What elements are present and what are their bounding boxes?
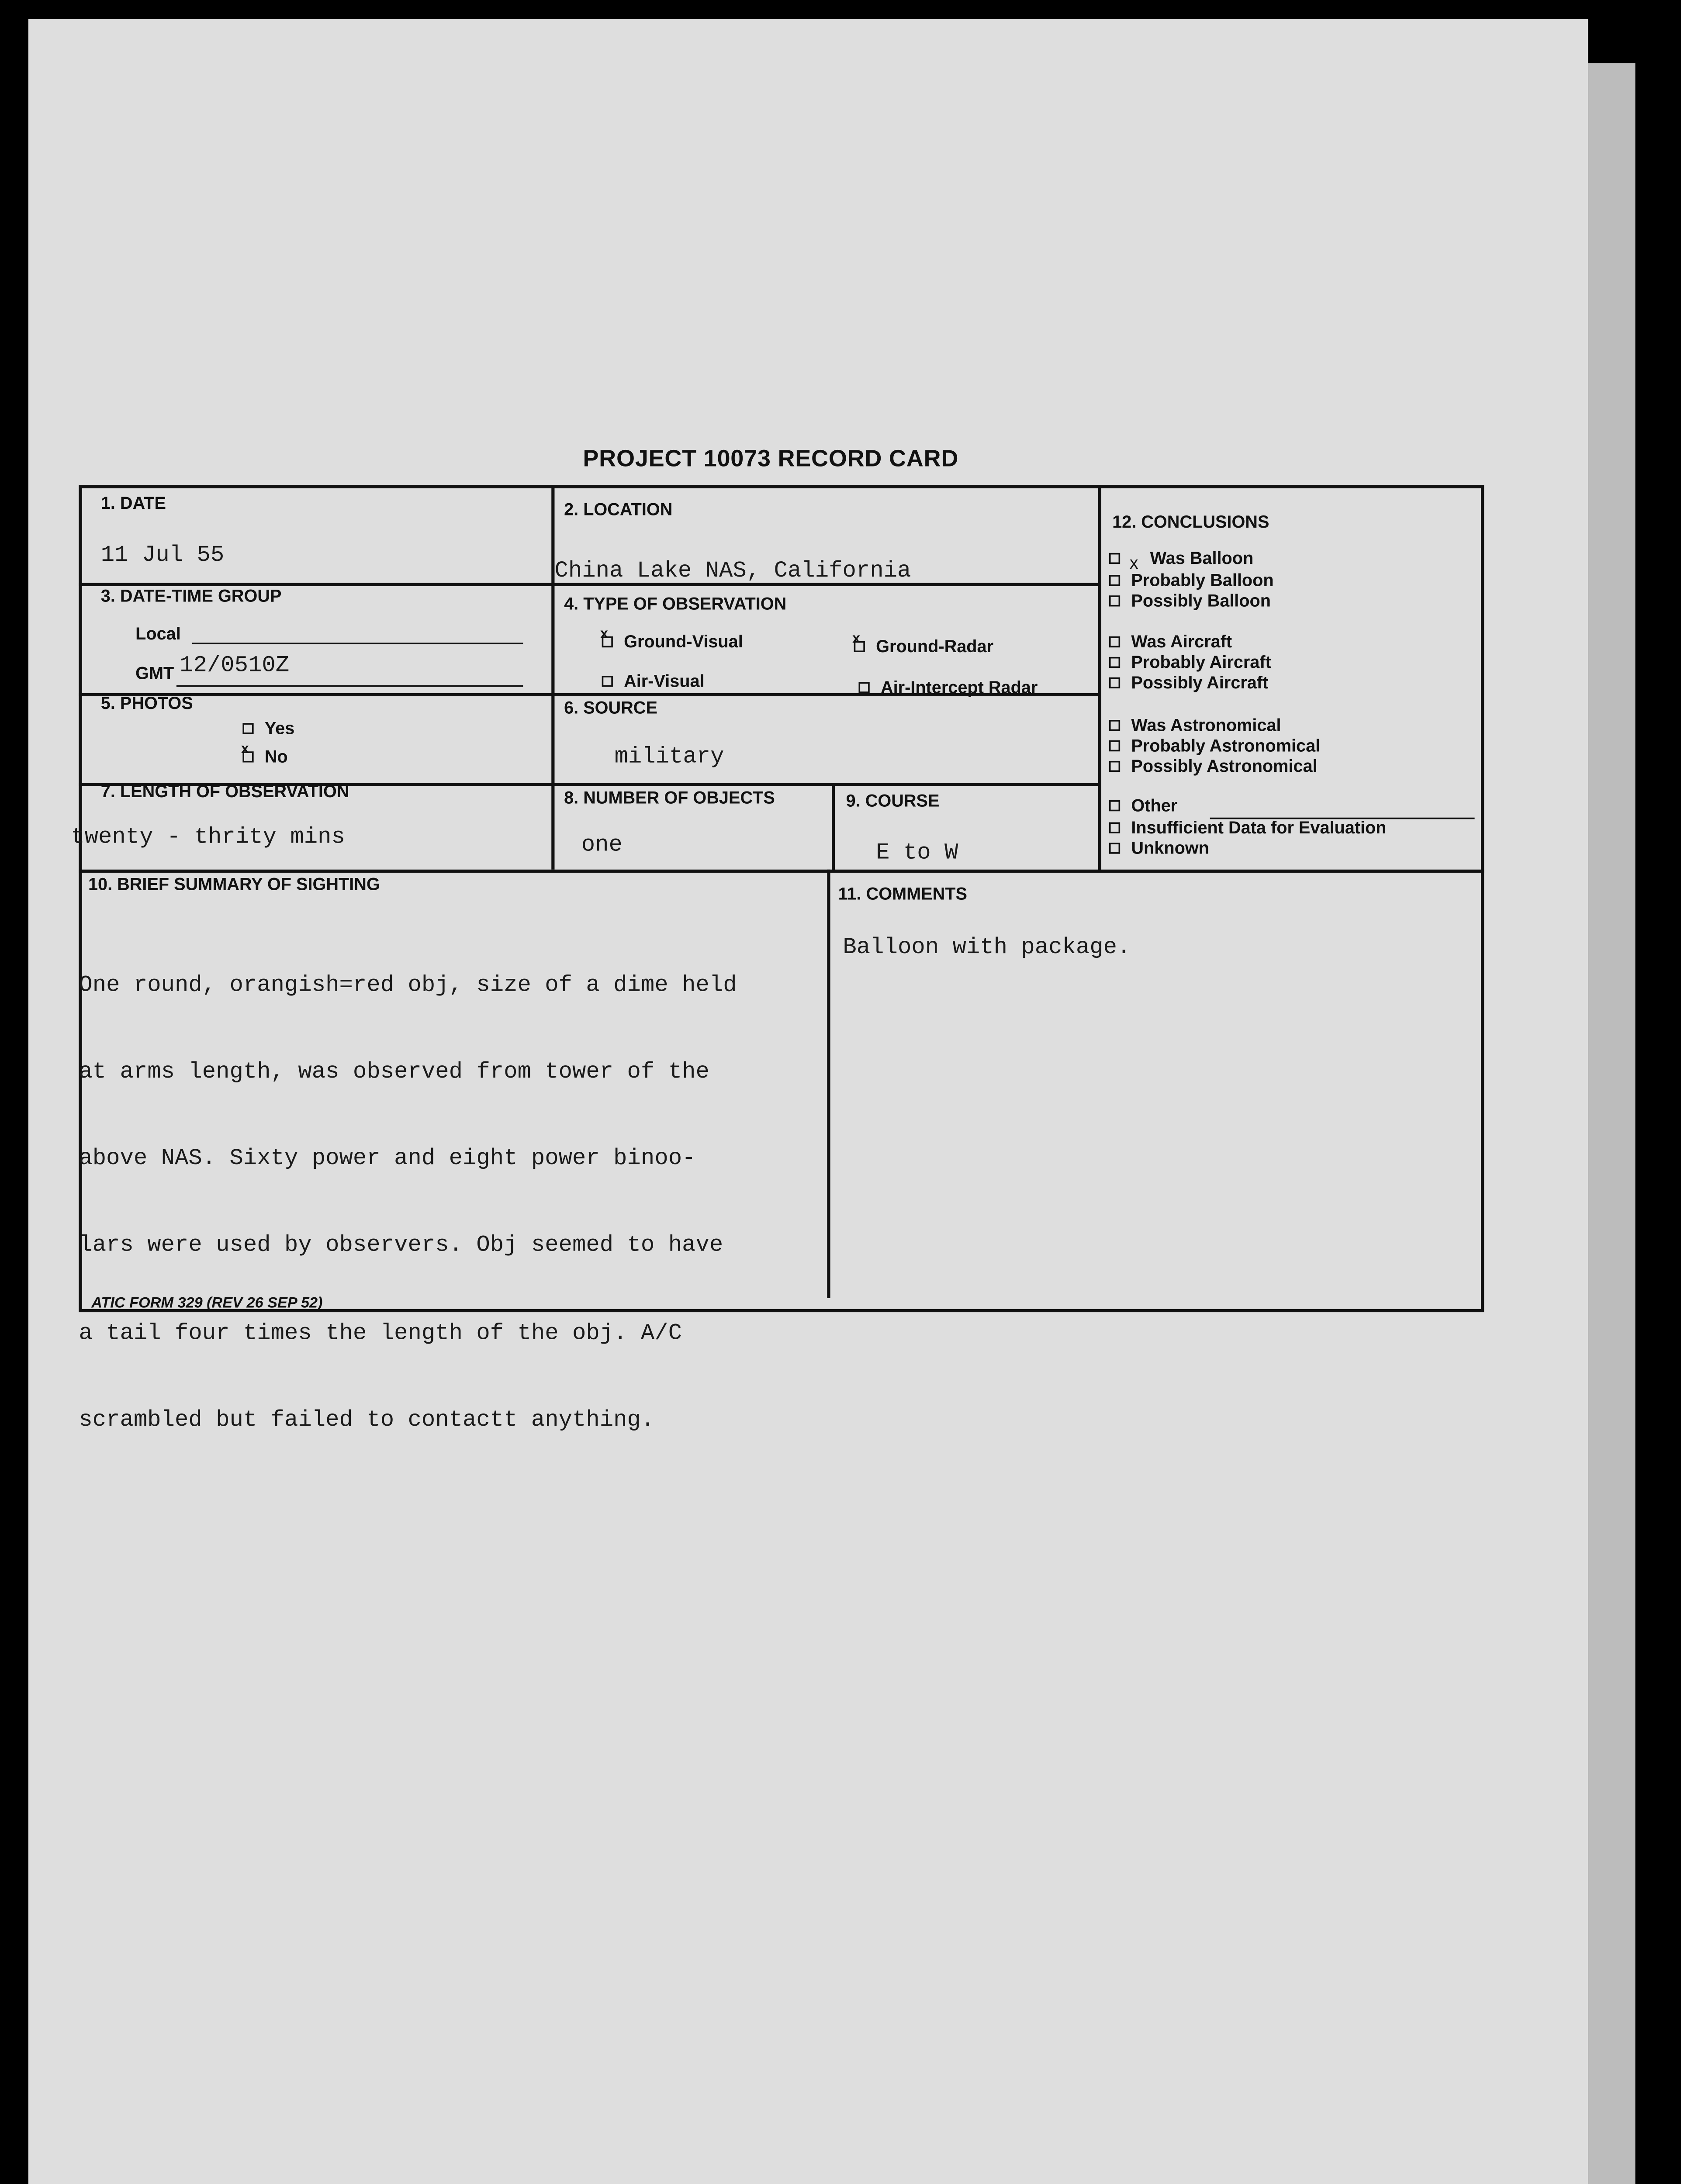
- conclusion-item: Insufficient Data for Evaluation: [1109, 819, 1387, 840]
- opt-air-intercept-radar: Air-Intercept Radar: [858, 679, 1038, 698]
- dtg-label: 3. DATE-TIME GROUP: [100, 587, 282, 607]
- checkbox-icon: [1109, 740, 1120, 751]
- length-value: twenty - thrity mins: [71, 825, 345, 851]
- checkbox-checked-icon: x: [602, 633, 613, 652]
- comments-label: 11. COMMENTS: [838, 885, 967, 905]
- summary-line: a tail four times the length of the obj. A/C: [79, 1321, 682, 1347]
- grid-line: [551, 488, 553, 870]
- conclusion-item: Possibly Aircraft: [1109, 674, 1268, 695]
- source-label: 6. SOURCE: [564, 699, 657, 719]
- date-label: 1. DATE: [100, 494, 166, 514]
- summary-line: scrambled but failed to contactt anything.: [79, 1408, 655, 1434]
- location-value: China Lake NAS, California: [554, 559, 911, 584]
- checkbox-icon: [1109, 677, 1120, 688]
- checkbox-icon: [1109, 843, 1120, 854]
- course-value: E to W: [876, 841, 958, 867]
- summary-line: One round, orangish=red obj, size of a dime held: [79, 973, 737, 999]
- checkbox-icon: [1109, 822, 1120, 833]
- checkbox-icon: [1109, 595, 1120, 606]
- conclusion-item: Was Balloon: [1109, 550, 1253, 570]
- location-label: 2. LOCATION: [564, 501, 673, 520]
- summary-text: [79, 914, 832, 1494]
- checkbox-icon: [1109, 800, 1120, 811]
- conclusion-item: Possibly Balloon: [1109, 592, 1271, 613]
- checkbox-icon: [1109, 657, 1120, 668]
- checkbox-checked-icon: x: [854, 638, 865, 657]
- checkbox-icon: [1109, 575, 1120, 586]
- conclusion-item: Probably Astronomical: [1109, 737, 1320, 758]
- obs-type-label: 4. TYPE OF OBSERVATION: [564, 595, 787, 615]
- local-underline: [192, 643, 523, 644]
- opt-photos-no: x No: [241, 740, 288, 767]
- local-label: Local: [135, 625, 181, 645]
- gmt-value: 12/0510Z: [180, 653, 290, 679]
- checkbox-checked-icon: x: [242, 748, 253, 767]
- conclusion-item: Probably Balloon: [1109, 572, 1274, 592]
- summary-line: above NAS. Sixty power and eight power binoo-: [79, 1147, 696, 1173]
- length-label: 7. LENGTH OF OBSERVATION: [100, 783, 349, 802]
- checkbox-icon: [1109, 761, 1120, 772]
- checkbox-icon: [242, 723, 253, 734]
- conclusion-item: Unknown: [1109, 840, 1209, 860]
- source-value: military: [614, 745, 724, 771]
- course-label: 9. COURSE: [846, 792, 940, 812]
- checkbox-icon: [858, 682, 869, 693]
- scan-edge: [1588, 63, 1635, 2184]
- conclusions-label: 12. CONCLUSIONS: [1112, 513, 1269, 532]
- opt-ground-visual: x Ground-Visual: [600, 625, 743, 653]
- form-footer: ATIC FORM 329 (REV 26 SEP 52): [91, 1295, 323, 1313]
- gmt-label: GMT: [135, 664, 174, 684]
- grid-line: [832, 783, 834, 871]
- checkbox-icon: [1109, 636, 1120, 647]
- num-objects-label: 8. NUMBER OF OBJECTS: [564, 789, 775, 809]
- conclusion-item: Was Aircraft: [1109, 633, 1232, 654]
- date-value: 11 Jul 55: [100, 543, 225, 569]
- opt-air-visual: Air-Visual: [602, 673, 705, 691]
- conclusion-item: Probably Aircraft: [1109, 654, 1271, 674]
- opt-ground-radar: x Ground-Radar: [852, 630, 994, 657]
- summary-line: lars were used by observers. Obj seemed to have: [79, 1234, 723, 1260]
- opt-photos-yes: Yes: [242, 720, 294, 739]
- gmt-underline: [176, 685, 523, 687]
- grid-line: [1098, 488, 1100, 871]
- num-objects-value: one: [581, 833, 623, 859]
- checkbox-icon: [602, 676, 613, 687]
- photos-label: 5. PHOTOS: [100, 695, 193, 714]
- card-title: PROJECT 10073 RECORD CARD: [583, 446, 959, 473]
- conclusion-item: Possibly Astronomical: [1109, 758, 1318, 778]
- conclusion-mark: x: [1129, 554, 1138, 574]
- summary-label: 10. BRIEF SUMMARY OF SIGHTING: [88, 876, 380, 895]
- comments-value: Balloon with package.: [843, 936, 1131, 961]
- grid-line: [79, 870, 1484, 872]
- conclusion-item: Other: [1109, 797, 1177, 818]
- summary-line: at arms length, was observed from tower of the: [79, 1060, 709, 1085]
- checkbox-icon: [1109, 553, 1120, 564]
- checkbox-icon: [1109, 720, 1120, 731]
- conclusion-item: Was Astronomical: [1109, 717, 1281, 737]
